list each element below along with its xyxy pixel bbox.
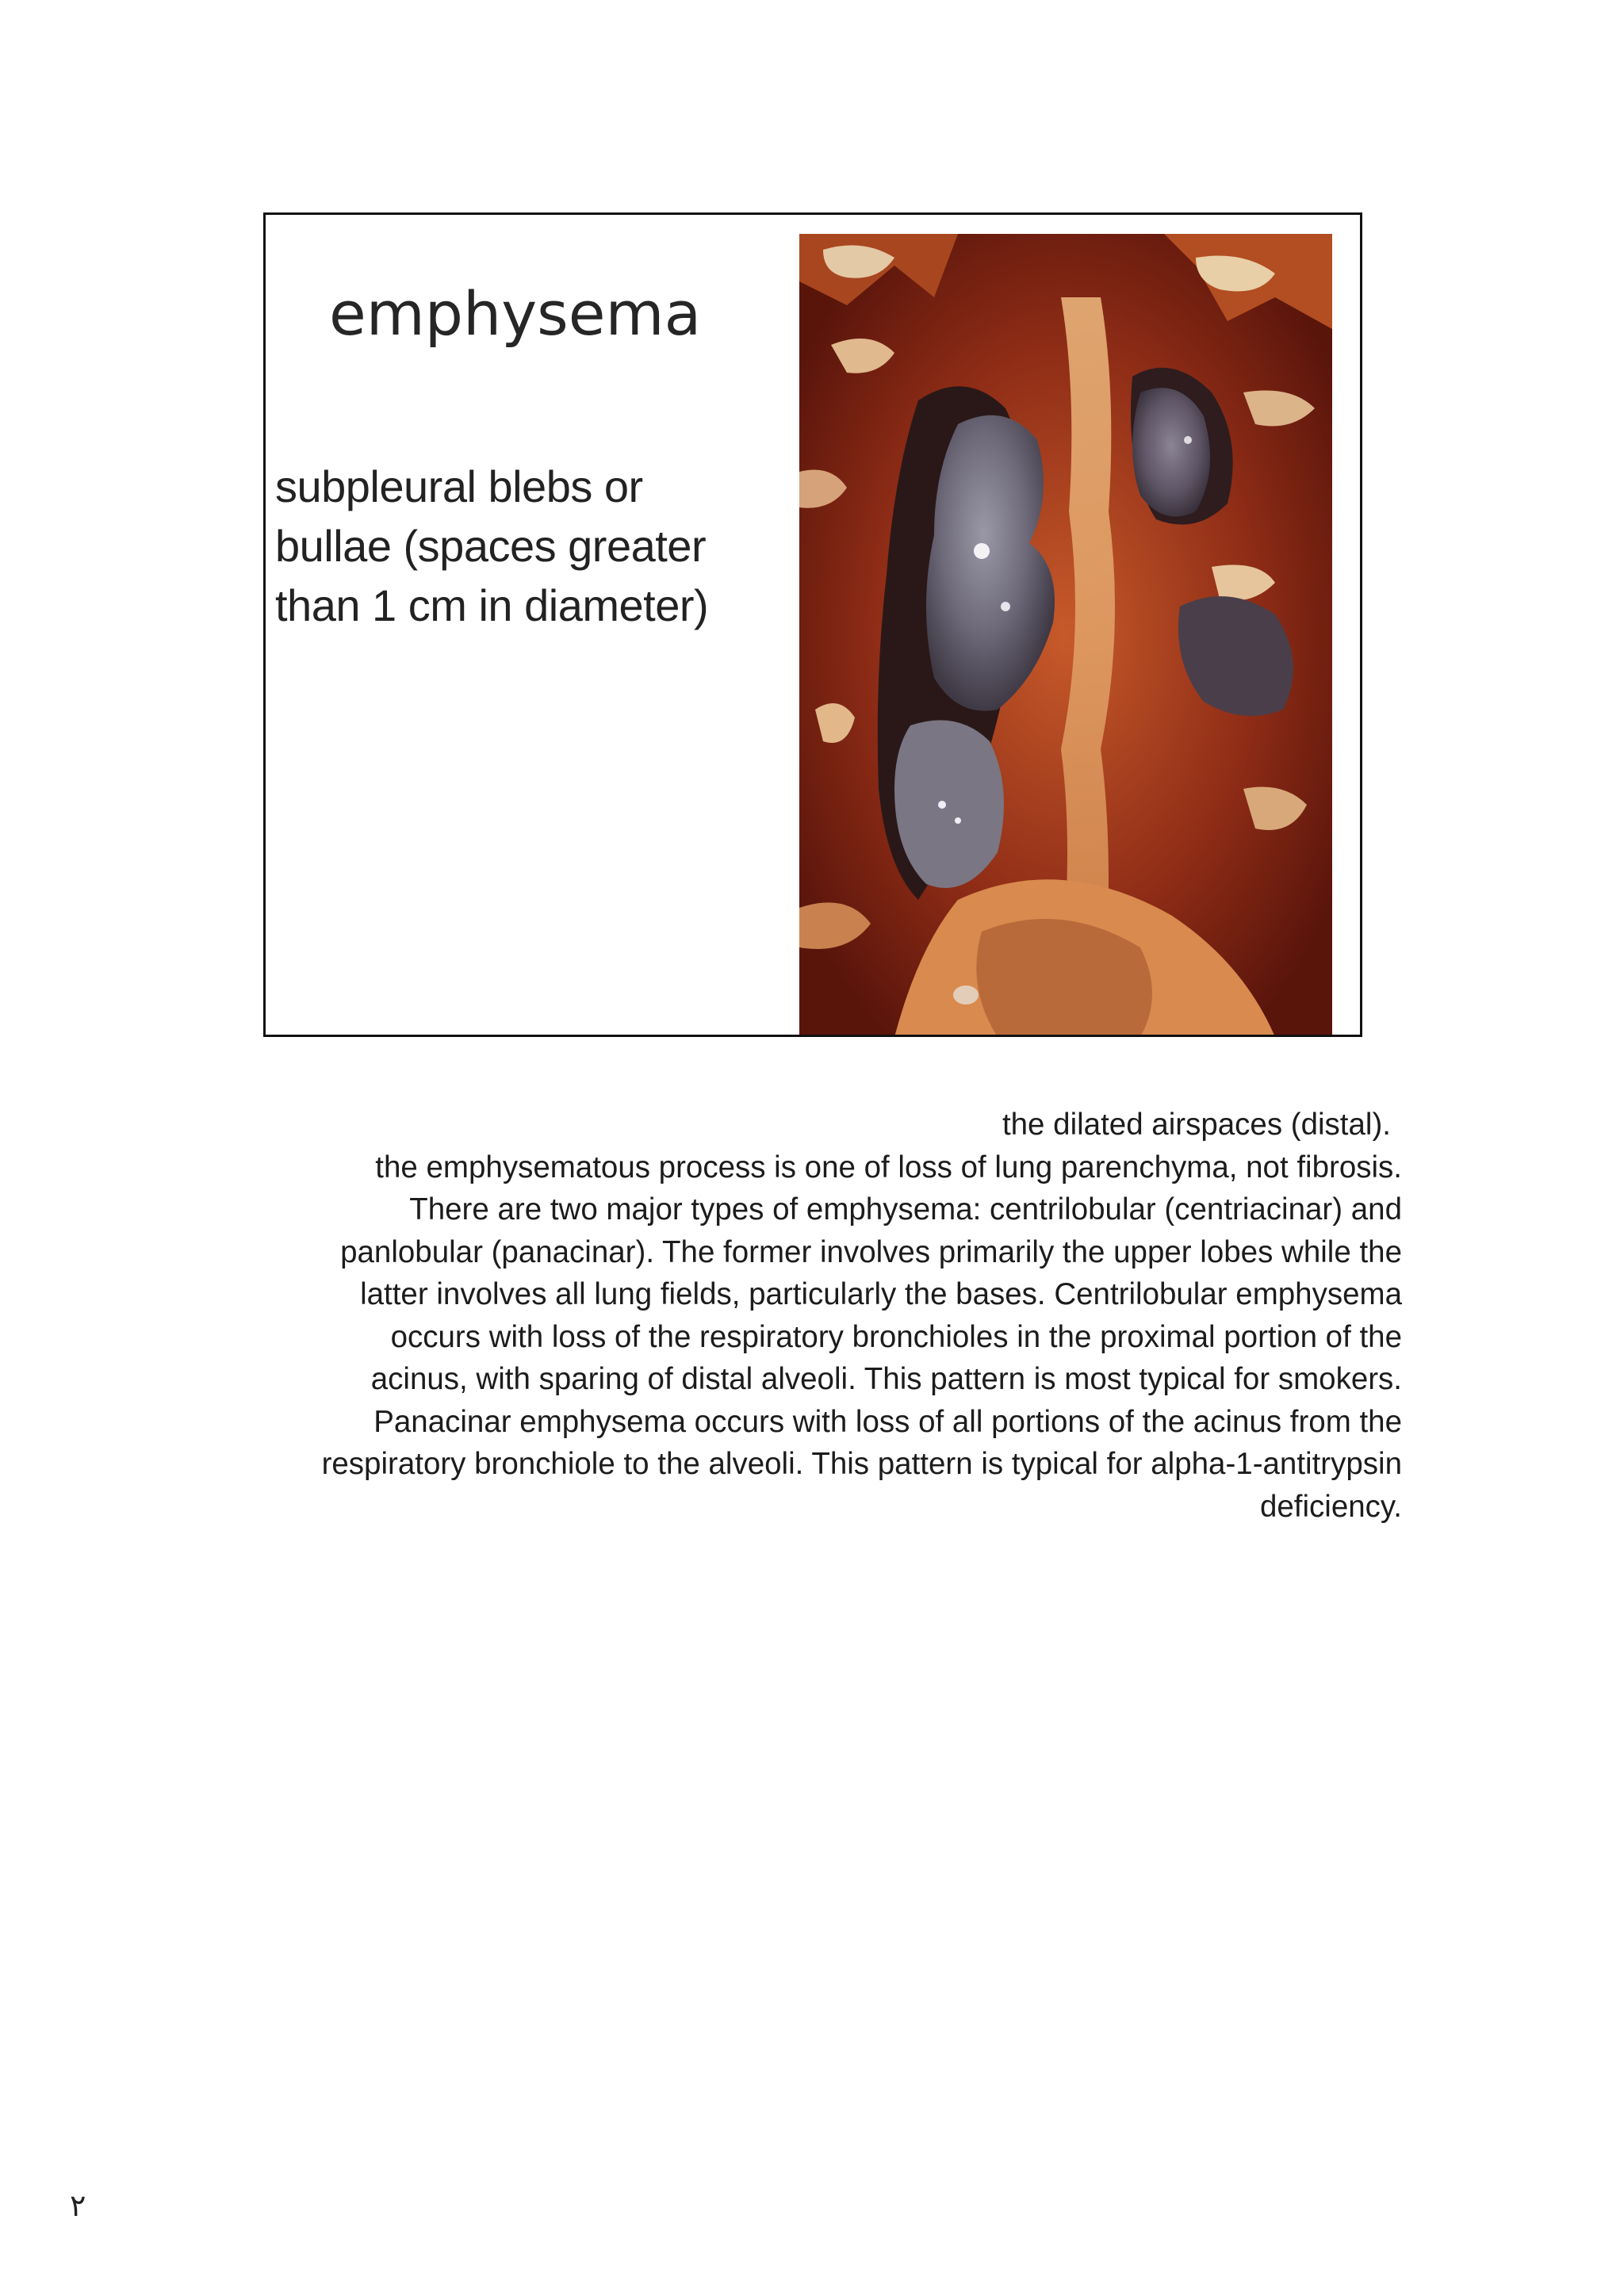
body-line: the dilated airspaces (distal). [1002,1108,1391,1142]
body-line: respiratory bronchiole to the alveoli. This pattern is typical for alpha-1-antitrypsin [321,1447,1402,1481]
slide-title: emphysema [329,278,702,349]
body-paragraph [190,1104,1402,1528]
body-line: latter involves all lung fields, particularly the bases. Centrilobular emphysema [360,1277,1402,1311]
page-number: ٢ [70,2188,86,2223]
slide-caption [275,457,751,635]
slide-figure [263,212,1362,1037]
body-line: panlobular (panacinar). The former involves primarily the upper lobes while the [340,1234,1402,1269]
slide-caption-line: bullae (spaces greater [275,521,707,571]
slide-caption-line: than 1 cm in diameter) [275,580,709,630]
body-line: Panacinar emphysema occurs with loss of all portions of the acinus from the [373,1404,1402,1439]
lung-specimen-illustration [799,234,1332,1037]
body-line: deficiency. [1259,1489,1402,1524]
body-line: occurs with loss of the respiratory bronchioles in the proximal portion of the [390,1319,1402,1354]
body-line: There are two major types of emphysema: centrilobular (centriacinar) and [409,1192,1402,1226]
body-line: acinus, with sparing of distal alveoli. This pattern is most typical for smokers. [370,1362,1402,1396]
slide-caption-line: subpleural blebs or [275,461,643,511]
body-line: the emphysematous process is one of loss of lung parenchyma, not fibrosis. [375,1150,1402,1184]
lung-specimen-photo [799,234,1332,1037]
